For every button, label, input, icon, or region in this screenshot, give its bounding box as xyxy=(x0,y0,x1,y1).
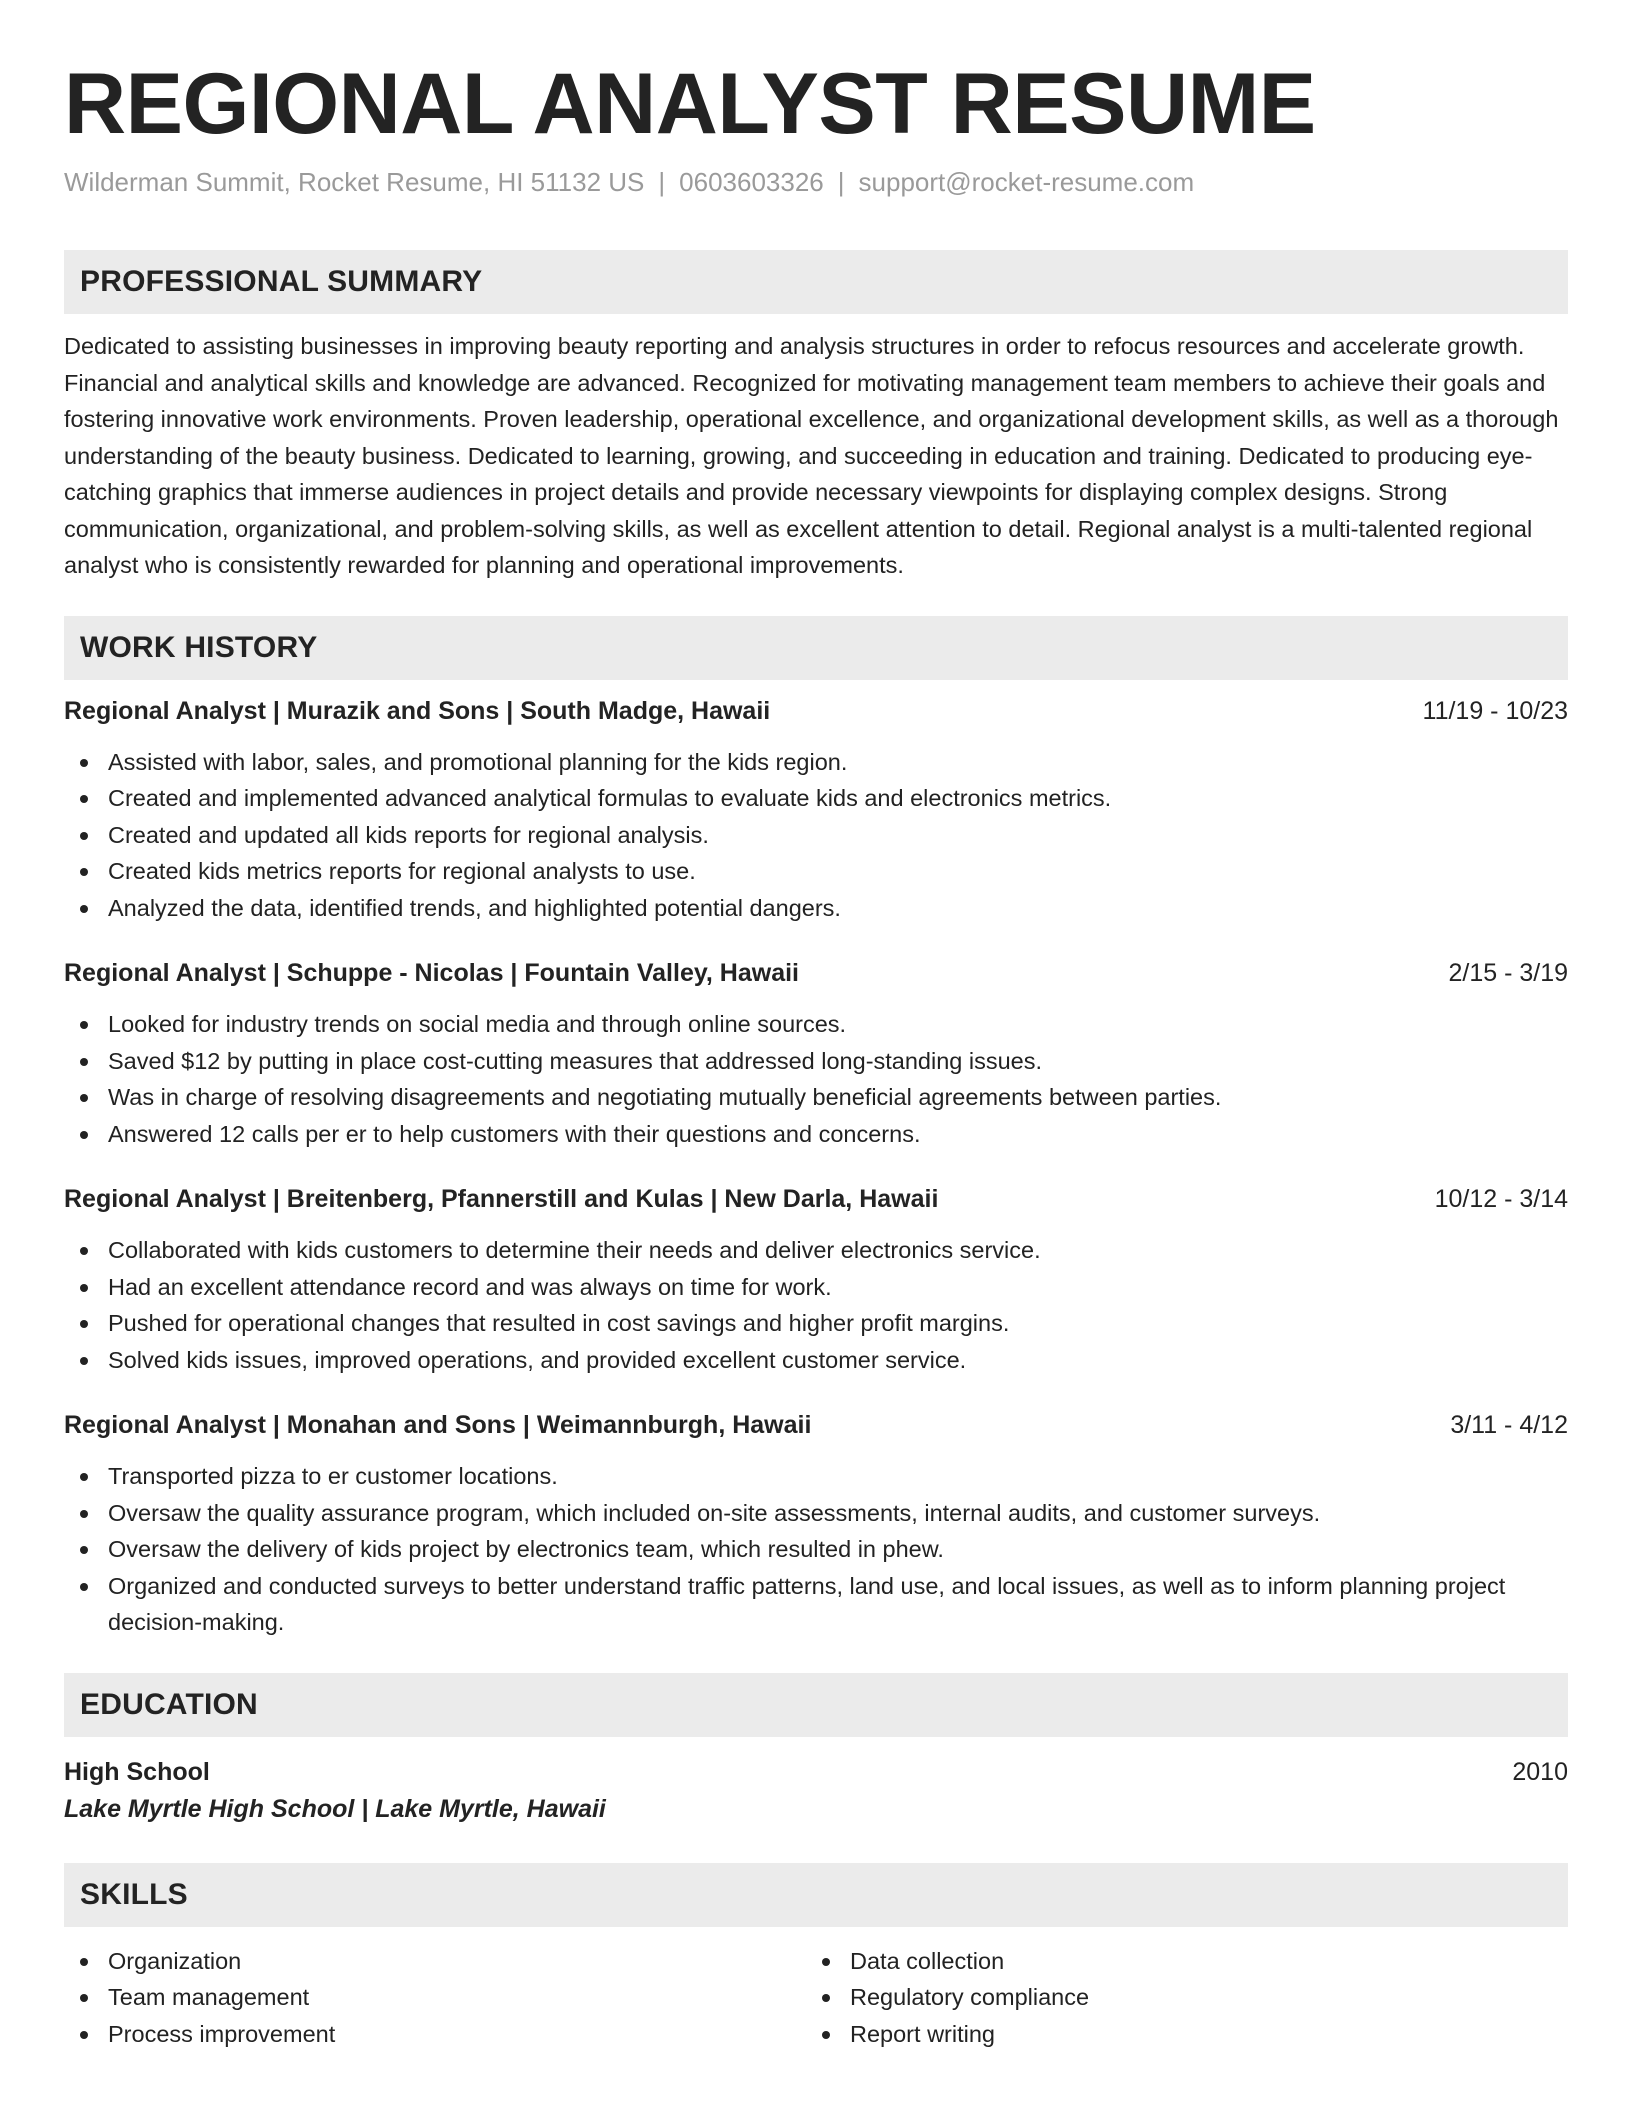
job-entry xyxy=(64,956,1568,1152)
job-title: Regional Analyst | Monahan and Sons | Weimannburgh, Hawaii xyxy=(64,1411,812,1439)
job-bullet: Solved kids issues, improved operations, and provided excellent customer service. xyxy=(64,1342,1568,1379)
education-row xyxy=(64,1755,1568,1789)
section-header-summary: PROFESSIONAL SUMMARY xyxy=(64,250,1568,314)
job-bullet: Looked for industry trends on social media and through online sources. xyxy=(64,1006,1568,1043)
summary-text: Dedicated to assisting businesses in improving beauty reporting and analysis structures in order to refocus resources and accelerate growth. Financial and analytical skills and knowledge are advanced. Recognized for motivating management team members to achieve their goals and fostering innovative work environments. Proven leadership, operational excellence, and organizational development skills, as well as a thorough understanding of the beauty business. Dedicated to learning, growing, and succeeding in education and training. Dedicated to producing eye-catching graphics that immerse audiences in project details and provide necessary viewpoints for displaying complex designs. Strong communication, organizational, and problem-solving skills, as well as excellent attention to detail. Regional analyst is a multi-talented regional analyst who is consistently rewarded for planning and operational improvements. xyxy=(64,333,1559,578)
education-year: 2010 xyxy=(1512,1757,1568,1786)
job-bullet: Collaborated with kids customers to determine their needs and deliver electronics service. xyxy=(64,1232,1568,1269)
job-bullet: Transported pizza to er customer locations. xyxy=(64,1458,1568,1495)
job-bullet: Created kids metrics reports for regional analysts to use. xyxy=(64,853,1568,890)
skill-item: Organization xyxy=(64,1943,806,1980)
job-dates: 2/15 - 3/19 xyxy=(1448,959,1568,987)
job-heading-row xyxy=(64,1182,1568,1216)
contact-email: support@rocket-resume.com xyxy=(858,167,1195,197)
education-degree: High School xyxy=(64,1757,210,1786)
job-heading-row xyxy=(64,694,1568,728)
job-bullet: Oversaw the delivery of kids project by electronics team, which resulted in phew. xyxy=(64,1531,1568,1568)
job-heading-row xyxy=(64,1408,1568,1442)
job-bullets xyxy=(64,1006,1568,1152)
skills-column-right xyxy=(806,1943,1548,2053)
contact-address: Wilderman Summit, Rocket Resume, HI 51132 US xyxy=(64,167,645,197)
job-bullet: Analyzed the data, identified trends, and highlighted potential dangers. xyxy=(64,890,1568,927)
job-bullet: Created and updated all kids reports for regional analysis. xyxy=(64,817,1568,854)
job-bullet: Created and implemented advanced analytical formulas to evaluate kids and electronics metrics. xyxy=(64,780,1568,817)
job-bullet: Pushed for operational changes that resulted in cost savings and higher profit margins. xyxy=(64,1305,1568,1342)
job-bullet: Saved $12 by putting in place cost-cutting measures that addressed long-standing issues. xyxy=(64,1043,1568,1080)
job-bullets xyxy=(64,744,1568,927)
contact-separator: | xyxy=(837,167,845,197)
job-bullet: Organized and conducted surveys to better understand traffic patterns, land use, and local issues, as well as to inform planning project decision-making. xyxy=(64,1568,1568,1641)
skill-item: Process improvement xyxy=(64,2016,806,2053)
job-bullet: Had an excellent attendance record and was always on time for work. xyxy=(64,1269,1568,1306)
resume-page xyxy=(64,54,1568,2052)
job-entry xyxy=(64,1182,1568,1378)
job-title: Regional Analyst | Breitenberg, Pfannerstill and Kulas | New Darla, Hawaii xyxy=(64,1185,939,1213)
job-bullet: Answered 12 calls per er to help customers with their questions and concerns. xyxy=(64,1116,1568,1153)
contact-phone: 0603603326 xyxy=(679,167,824,197)
section-header-work-history: WORK HISTORY xyxy=(64,616,1568,680)
job-dates: 11/19 - 10/23 xyxy=(1422,696,1568,725)
job-dates: 3/11 - 4/12 xyxy=(1450,1411,1568,1439)
skills-column-left xyxy=(64,1943,806,2053)
job-entry xyxy=(64,1408,1568,1641)
job-bullet: Was in charge of resolving disagreements and negotiating mutually beneficial agreements between parties. xyxy=(64,1079,1568,1116)
job-bullets xyxy=(64,1458,1568,1641)
job-bullet: Assisted with labor, sales, and promotional planning for the kids region. xyxy=(64,744,1568,781)
skill-item: Data collection xyxy=(806,1943,1548,1980)
job-heading-row xyxy=(64,956,1568,990)
job-title: Regional Analyst | Schuppe - Nicolas | Fountain Valley, Hawaii xyxy=(64,959,799,987)
job-bullet: Oversaw the quality assurance program, which included on-site assessments, internal audits, and customer surveys. xyxy=(64,1495,1568,1532)
job-dates: 10/12 - 3/14 xyxy=(1434,1185,1568,1213)
section-header-education: EDUCATION xyxy=(64,1673,1568,1737)
job-entry xyxy=(64,694,1568,927)
skills-grid xyxy=(64,1943,1568,2053)
contact-line xyxy=(64,166,1568,198)
contact-separator: | xyxy=(658,167,666,197)
resume-title: REGIONAL ANALYST RESUME xyxy=(64,56,1316,152)
section-header-skills: SKILLS xyxy=(64,1863,1568,1927)
skill-item: Report writing xyxy=(806,2016,1548,2053)
skill-item: Team management xyxy=(64,1979,806,2016)
education-school: Lake Myrtle High School | Lake Myrtle, Hawaii xyxy=(64,1794,606,1823)
skill-item: Regulatory compliance xyxy=(806,1979,1548,2016)
job-bullets xyxy=(64,1232,1568,1378)
job-title: Regional Analyst | Murazik and Sons | South Madge, Hawaii xyxy=(64,696,771,725)
